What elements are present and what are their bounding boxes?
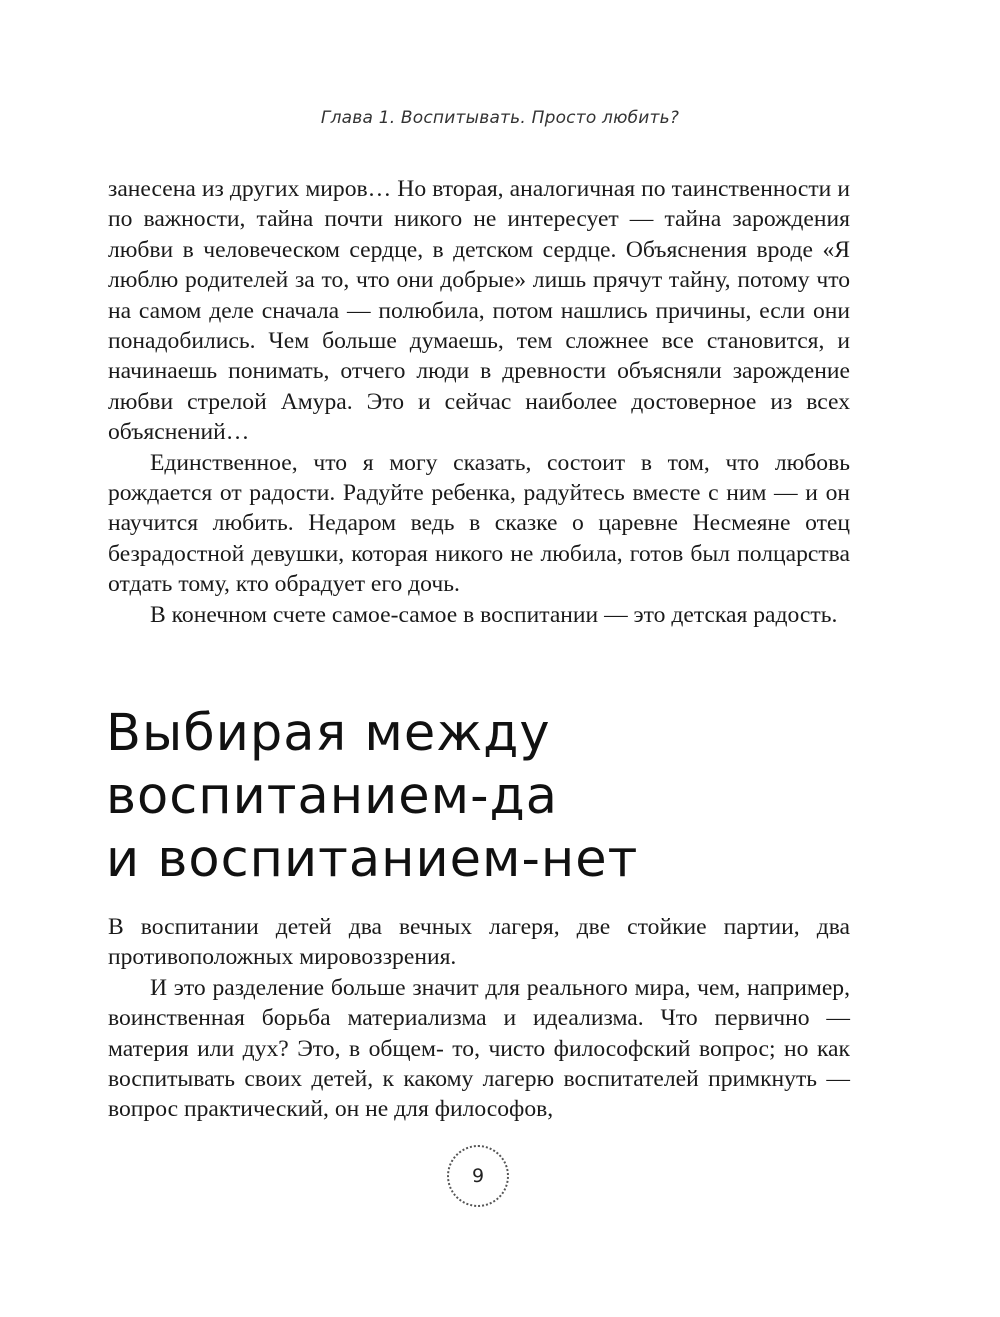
paragraph: В воспитании детей два вечных лагеря, две стойкие партии, два противоположных мировоззрения. [108,914,850,971]
heading-line: Выбирая между [106,704,551,763]
section-heading [106,702,906,891]
heading-line: воспитанием-да [106,767,559,826]
paragraph: Единственное, что я могу сказать, состоит в том, что любовь рождается от радости. Радуйте ребенка, радуйтесь вместе с ним — и он научится любить. Недаром ведь в сказке о царевне Несмеяне отец безрадостной девушки, которая никого не любила, готов был полцарства отдать тому, кто обрадует его дочь. [108,449,850,598]
text-block-1 [108,174,850,630]
paragraph: И это разделение больше значит для реального мира, чем, например, воинственная борьба материализма и идеализма. Что первично — материя или дух? Это, в общем- то, чисто философский вопрос; но как воспитывать своих детей, к какому лагерю воспитателей примкнуть — вопрос практический, он не для философов, [108,974,850,1123]
heading-line: и воспитанием-нет [106,830,639,889]
paragraph: В конечном счете самое-самое в воспитании — это детская радость. [150,601,838,628]
running-head: Глава 1. Воспитывать. Просто любить? [320,108,680,128]
page-number: 9 [471,1165,485,1187]
page-number-badge [447,1145,509,1207]
paragraph: занесена из других миров… Но вторая, аналогичная по таинственности и по важности, тайна почти никого не интересует — тайна зарождения любви в человеческом сердце, в детском сердце. Объяснения вроде «Я люблю родителей за то, что они добрые» лишь прячут тайну, потому что на самом деле сначала — полюбила, потом нашлись причины, если они понадобились. Чем больше думаешь, тем сложнее все становится, и начинаешь понимать, отчего люди в древности объясняли зарождение любви стрелой Амура. Это и сейчас наиболее достоверное из всех объяснений… [108,176,850,446]
text-block-2 [108,912,850,1125]
